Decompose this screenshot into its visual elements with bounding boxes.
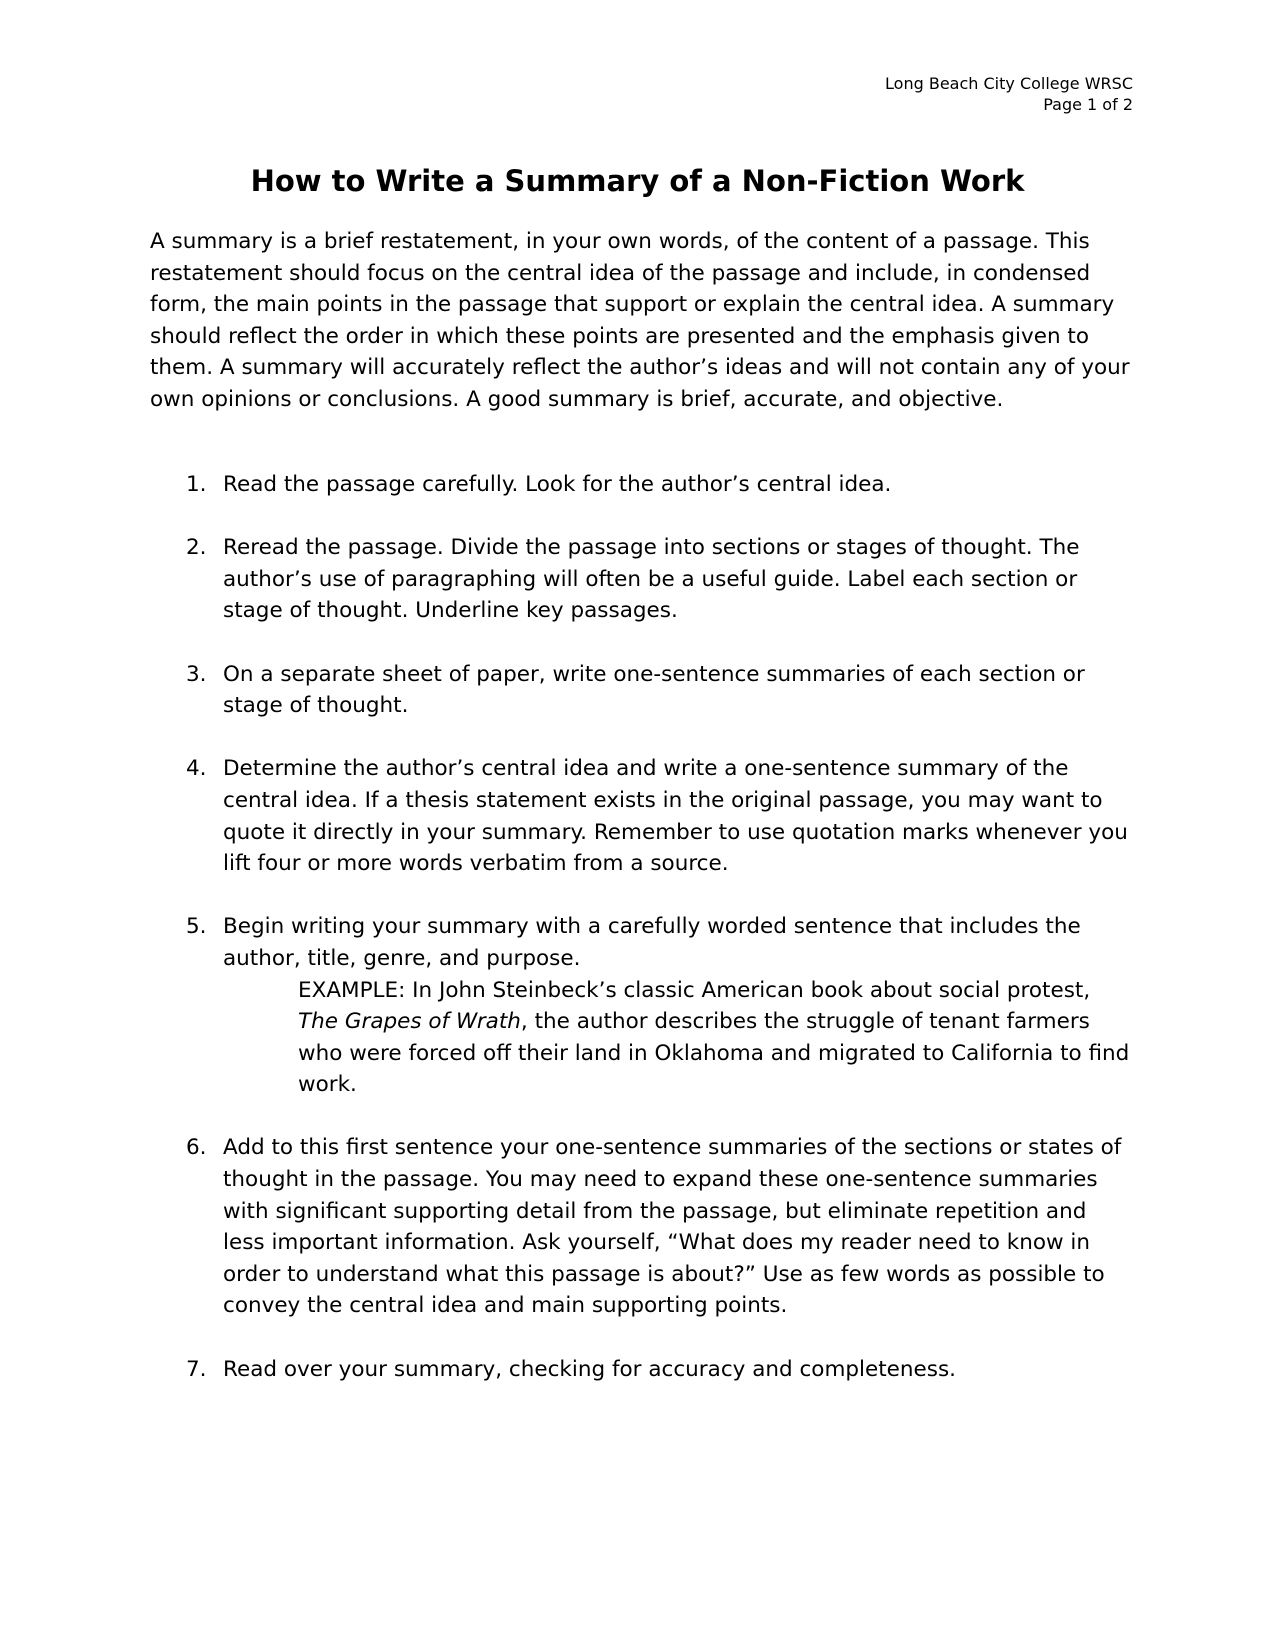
step-text: Determine the author’s central idea and write a one-sentence summary of the central idea. If a thesis statement exists in the original passage, you may want to quote it directly in your summary. Remember to use quotation marks whenever you lift four or more words verbatim from a source. bbox=[223, 756, 1128, 877]
step-text: Begin writing your summary with a carefully worded sentence that includes the author, title, genre, and purpose. bbox=[223, 914, 1081, 971]
example-block bbox=[298, 975, 1130, 1101]
example-text-before: EXAMPLE: In John Steinbeck’s classic American book about social protest, bbox=[298, 977, 1091, 1003]
list-item bbox=[150, 753, 1130, 879]
list-item bbox=[150, 1132, 1130, 1322]
list-item bbox=[150, 911, 1130, 1101]
step-number: 3. bbox=[186, 661, 207, 687]
step-number: 5. bbox=[186, 914, 207, 940]
intro-paragraph: A summary is a brief restatement, in your own words, of the content of a passage. This restatement should focus on the central idea of the passage and include, in condensed form, the main points in the passage that support or explain the central idea. A summary should reflect the order in which these points are presented and the emphasis given to them. A summary will accurately reflect the author’s ideas and will not contain any of your own opinions or conclusions. A good summary is brief, accurate, and objective. bbox=[150, 229, 1130, 412]
step-number: 2. bbox=[186, 535, 207, 561]
steps-list bbox=[150, 469, 1130, 1417]
step-text: On a separate sheet of paper, write one-sentence summaries of each section or stage of thought. bbox=[223, 661, 1085, 719]
step-text: Read over your summary, checking for accuracy and completeness. bbox=[223, 1356, 956, 1382]
list-item bbox=[150, 532, 1130, 627]
header-page-number: Page 1 of 2 bbox=[1043, 95, 1133, 114]
example-book-title: The Grapes of Wrath bbox=[298, 1009, 521, 1035]
example-text-after: , the author describes the struggle of tenant farmers who were forced off their land in Oklahoma and migrated to California to find work. bbox=[298, 1009, 1130, 1098]
step-text: Read the passage carefully. Look for the author’s central idea. bbox=[223, 472, 892, 497]
step-number: 4. bbox=[186, 756, 207, 782]
header-org: Long Beach City College WRSC bbox=[885, 74, 1133, 93]
step-number: 7. bbox=[186, 1356, 207, 1382]
page-title: How to Write a Summary of a Non-Fiction Work bbox=[250, 164, 1025, 198]
step-number: 1. bbox=[186, 472, 207, 497]
page-header bbox=[885, 73, 1133, 115]
list-item bbox=[150, 469, 1130, 501]
step-text: Add to this first sentence your one-sentence summaries of the sections or states of thought in the passage. You may need to expand these one-sentence summaries with significant supporting detail from the passage, but eliminate repetition and less important information. Ask yourself, “What does my reader need to know in order to understand what this passage is about?” Use as few words as possible to convey the central idea and main supporting points. bbox=[223, 1135, 1122, 1319]
step-number: 6. bbox=[186, 1135, 207, 1161]
list-item bbox=[150, 659, 1130, 722]
list-item bbox=[150, 1354, 1130, 1386]
step-text: Reread the passage. Divide the passage into sections or stages of thought. The author’s use of paragraphing will often be a useful guide. Label each section or stage of thought. Underline key passages. bbox=[223, 535, 1080, 624]
